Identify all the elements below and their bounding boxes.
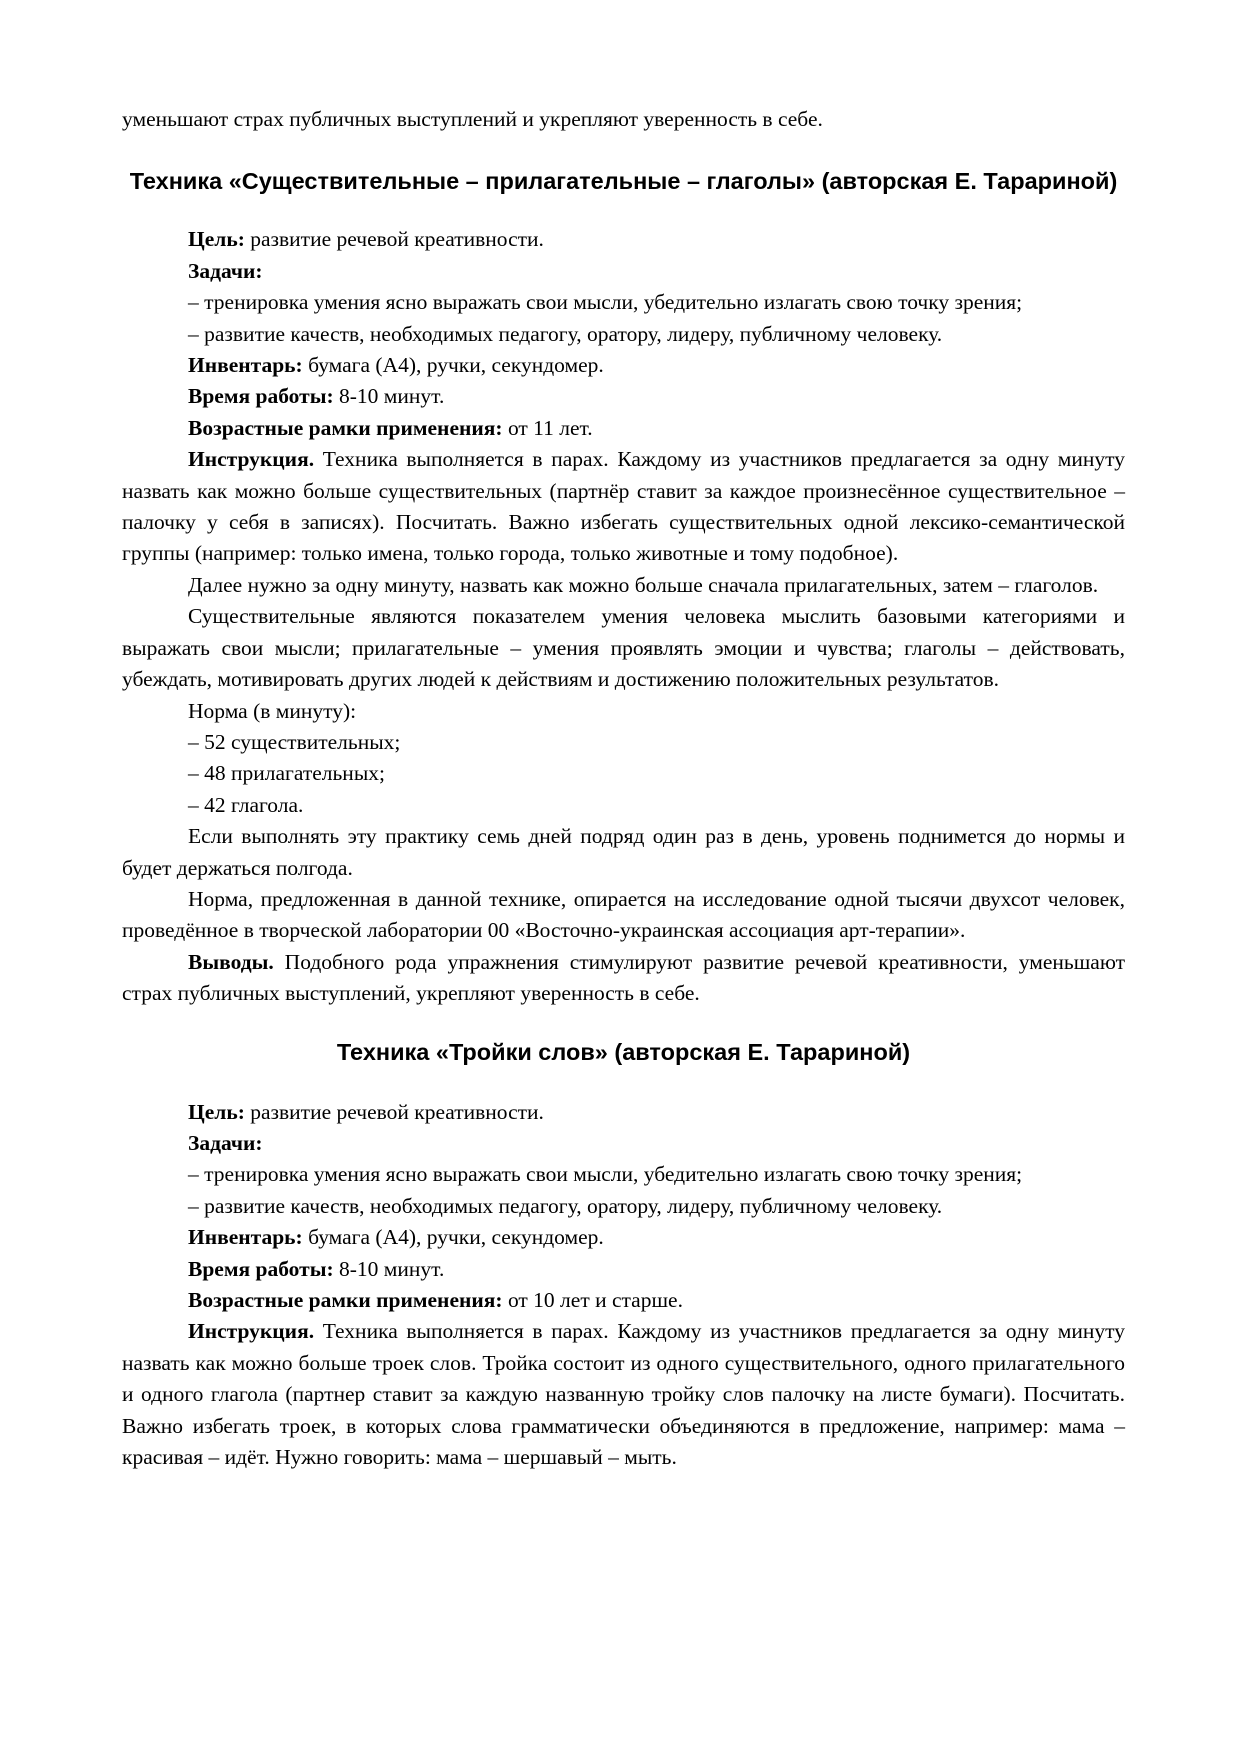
spacer	[122, 1010, 1125, 1036]
section-one-practice: Если выполнять эту практику семь дней подряд один раз в день, уровень поднимется до нормы и будет держаться полгода.	[122, 824, 1125, 880]
section-one-conclusions	[122, 947, 1125, 1010]
document-body	[122, 104, 1125, 1473]
age-text: от 10 лет и старше.	[502, 1288, 683, 1312]
section-two-inventory	[122, 1222, 1125, 1253]
instruction-text: Техника выполняется в парах. Каждому из участников предлагается за одну минуту назвать как можно больше троек слов. Тройка состоит из одного существительного, одного прилагательного и одного глагола (партнер ставит за каждую названную тройку слов палочку на листе бумаги). Посчитать. Важно избегать троек, в которых слова грамматически объединяются в предложение, например: мама – красивая – идёт. Нужно говорить: мама – шершавый – мыть.	[122, 1319, 1125, 1470]
goal-label: Цель:	[188, 1099, 245, 1124]
section-one-instruction	[122, 444, 1125, 570]
goal-label: Цель:	[188, 227, 245, 252]
section-two-heading: Техника «Тройки слов» (авторская Е. Тарариной)	[336, 1038, 911, 1065]
time-label: Время работы:	[188, 1256, 334, 1281]
section-one-explanation: Существительные являются показателем умения человека мыслить базовыми категориями и выражать свои мысли; прилагательные – умения проявлять эмоции и чувства; глаголы – действовать, убеждать, мотивировать других людей к действиям и достижению положительных результатов.	[122, 604, 1125, 692]
inventory-label: Инвентарь:	[188, 1225, 303, 1250]
age-text: от 11 лет.	[502, 415, 593, 440]
spacer	[122, 1069, 1125, 1097]
instruction-label: Инструкция.	[188, 1319, 315, 1344]
section-one-inventory	[122, 350, 1125, 381]
section-one-heading: Техника «Существительные – прилагательные – глаголы» (авторская Е. Тарариной)	[129, 168, 1118, 195]
age-label: Возрастные рамки применения:	[188, 415, 503, 440]
section-two-task-item: – развитие качеств, необходимых педагогу, оратору, лидеру, публичному человеку.	[188, 1193, 943, 1218]
section-one-research: Норма, предложенная в данной технике, опирается на исследование одной тысячи двухсот человек, проведённое в творческой лаборатории 00 «Восточно-украинская ассоциация арт-терапии».	[122, 886, 1125, 943]
section-two-age	[122, 1285, 1125, 1316]
tasks-label: Задачи:	[188, 258, 263, 283]
instruction-text: Техника выполняется в парах. Каждому из участников предлагается за одну минуту назвать как можно больше существительных (партнёр ставит за каждое произнесённое существительное – палочку у себя в записях). Посчитать. Важно избегать существительных одной лексико-семантической группы (например: только имена, только города, только животные и тому подобное).	[122, 447, 1125, 566]
goal-text: развитие речевой креативности.	[244, 1099, 544, 1124]
age-label: Возрастные рамки применения:	[188, 1288, 503, 1312]
time-text: 8-10 минут.	[333, 1256, 445, 1281]
section-one-goal	[122, 224, 1125, 255]
section-one-norm-item: – 48 прилагательных;	[188, 761, 385, 786]
tasks-label: Задачи:	[188, 1130, 263, 1155]
time-label: Время работы:	[188, 384, 334, 409]
section-one-norm-title: Норма (в минуту):	[188, 698, 357, 723]
spacer	[122, 135, 1125, 165]
top-paragraph: уменьшают страх публичных выступлений и укрепляют уверенность в себе.	[122, 107, 823, 131]
section-two-instruction	[122, 1316, 1125, 1473]
spacer	[122, 198, 1125, 224]
conclusions-text: Подобного рода упражнения стимулируют развитие речевой креативности, уменьшают страх публичных выступлений, укрепляют уверенность в себе.	[122, 949, 1125, 1006]
section-one-tasks-label	[122, 256, 1125, 287]
section-one-next-step: Далее нужно за одну минуту, назвать как можно больше сначала прилагательных, затем – глаголов.	[188, 572, 1099, 597]
time-text: 8-10 минут.	[333, 384, 445, 409]
section-one-norm-item: – 52 существительных;	[188, 729, 401, 754]
inventory-text: бумага (А4), ручки, секундомер.	[302, 1225, 604, 1250]
instruction-label: Инструкция.	[188, 447, 315, 472]
section-one-time	[122, 381, 1125, 412]
goal-text: развитие речевой креативности.	[244, 227, 544, 252]
section-one-age	[122, 413, 1125, 444]
section-two-time	[122, 1254, 1125, 1285]
conclusions-label: Выводы.	[188, 949, 274, 974]
section-two-goal	[122, 1097, 1125, 1128]
section-one-task-item: – развитие качеств, необходимых педагогу, оратору, лидеру, публичному человеку.	[188, 321, 943, 346]
section-one-norm-item: – 42 глагола.	[188, 792, 304, 817]
inventory-label: Инвентарь:	[188, 353, 303, 378]
section-one-task-item: – тренировка умения ясно выражать свои мысли, убедительно излагать свою точку зрения;	[188, 290, 1023, 315]
section-two-task-item: – тренировка умения ясно выражать свои мысли, убедительно излагать свою точку зрения;	[188, 1162, 1023, 1187]
inventory-text: бумага (А4), ручки, секундомер.	[302, 353, 604, 378]
section-two-tasks-label	[122, 1128, 1125, 1159]
